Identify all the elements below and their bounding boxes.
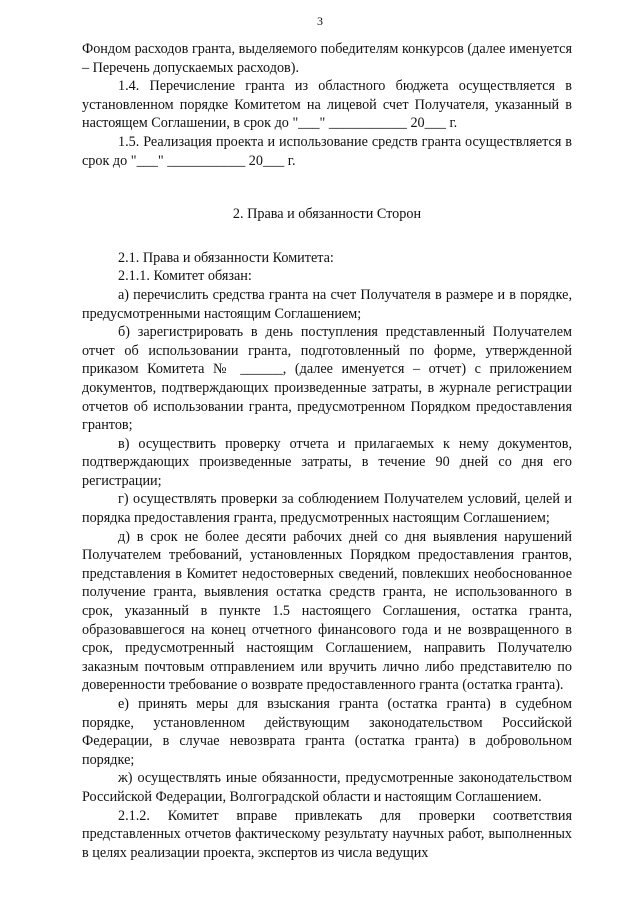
document-body [82,40,572,862]
paragraph-item-b: б) зарегистрировать в день поступления представленный Получателем отчет об использовании гранта, подготовленный по форме, утвержденной приказом Комитета № ______, (далее именуется – отчет) с приложением документов, подтверждающих произведенные затраты, в журнале регистрации отчетов об использовании гранта, предусмотренном Порядком предоставления грантов; [82,324,572,434]
paragraph-1-5: 1.5. Реализация проекта и использование средств гранта осуществляется в срок до "___" ___________ 20___ г. [82,133,572,169]
page-number: 3 [317,14,323,28]
paragraph-item-v: в) осуществить проверку отчета и прилагаемых к нему документов, подтверждающих произведенные затраты, в течение 90 дней со дня его регистрации; [82,435,572,489]
paragraph-item-a: а) перечислить средства гранта на счет Получателя в размере и в порядке, предусмотренными настоящим Соглашением; [82,286,572,322]
paragraph-2-1: 2.1. Права и обязанности Комитета: [118,249,334,266]
paragraph-2-1-1: 2.1.1. Комитет обязан: [118,268,252,285]
paragraph-item-e: е) принять меры для взыскания гранта (остатка гранта) в судебном порядке, установленном действующим законодательством Российской Федерации, в случае невозврата гранта (остатка гранта) в добровольном порядке; [82,696,572,768]
section-title: 2. Права и обязанности Сторон [232,206,422,223]
paragraph-2-1-2: 2.1.2. Комитет вправе привлекать для проверки соответствия представленных отчетов фактическому результату научных работ, выполненных в целях реализации проекта, экспертов из числа ведущих [82,807,572,861]
paragraph-item-g: г) осуществлять проверки за соблюдением Получателем условий, целей и порядка предоставления гранта, предусмотренных настоящим Соглашением; [82,491,572,527]
paragraph-item-d: д) в срок не более десяти рабочих дней со дня выявления нарушений Получателем требований, установленных Порядком предоставления грантов, представления в Комитет недостоверных сведений, повлекших необоснованное получение гранта, выявления остатка средств гранта, не использованного в срок, указанный в пункте 1.5 настоящего Соглашения, остатка гранта, образовавшегося на конец отчетного финансового года и не возвращенного в срок, предусмотренный настоящим Соглашением, направить Получателю заказным почтовым отправлением или вручить лично либо представителю по доверенности требование о возврате предоставленного гранта (остатка гранта). [82,528,572,694]
paragraph-intro: Фондом расходов гранта, выделяемого победителям конкурсов (далее именуется – Перечень допускаемых расходов). [82,41,572,76]
paragraph-1-4: 1.4. Перечисление гранта из областного бюджета осуществляется в установленном порядке Комитетом на лицевой счет Получателя, указанный в настоящем Соглашении, в срок до "___" ___________ 20___ г. [82,78,572,132]
paragraph-item-zh: ж) осуществлять иные обязанности, предусмотренные законодательством Российской Федерации, Волгоградской области и настоящим Соглашением. [82,770,572,805]
